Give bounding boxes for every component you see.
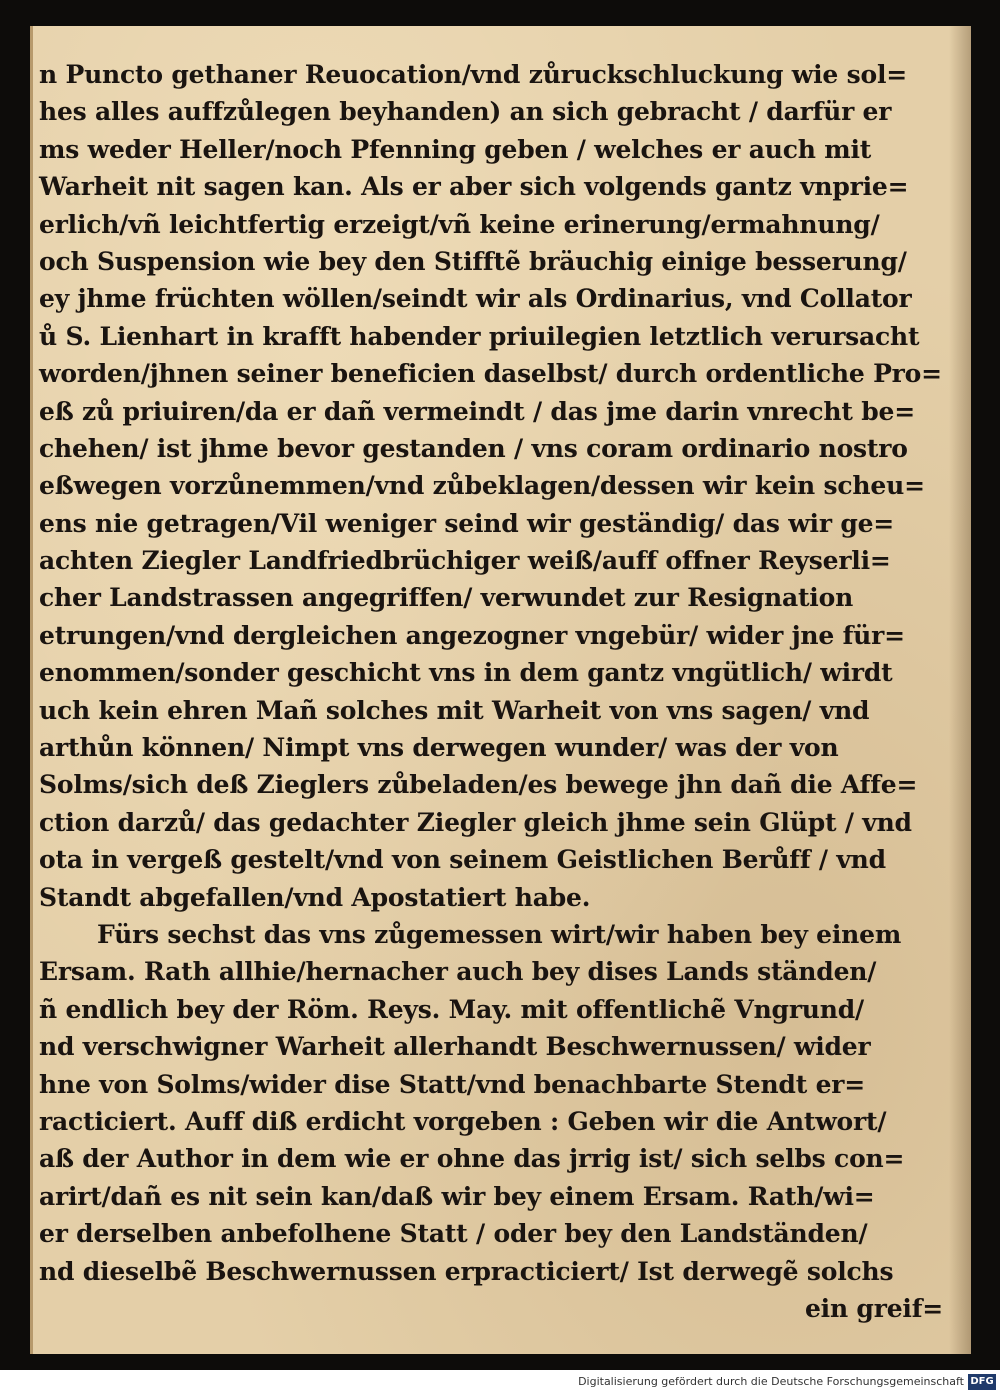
paragraph-start-line: Fürs sechst das vns zůgemessen wirt/wir haben bey einem: [97, 919, 902, 949]
text-line: ů S. Lienhart in krafft habender priuilegien letztlich verursacht: [39, 321, 920, 351]
text-line: worden/jhnen seiner beneficien daselbst/ durch ordentliche Pro=: [39, 359, 942, 389]
text-line: er derselben anbefolhene Statt / oder bey den Landständen/: [39, 1219, 868, 1249]
text-line: arirt/dañ es nit sein kan/daß wir bey einem Ersam. Rath/wi=: [39, 1181, 875, 1211]
page-edge-shadow: [949, 26, 971, 1354]
text-line: arthůn können/ Nimpt vns derwegen wunder/ was der von: [39, 733, 839, 763]
funding-credit: Digitalisierung gefördert durch die Deutsche Forschungsgemeinschaft: [578, 1375, 964, 1388]
body-text: [39, 56, 949, 1327]
dfg-logo: DFG: [968, 1374, 996, 1390]
text-line: Ersam. Rath allhie/hernacher auch bey dises Lands ständen/: [39, 957, 877, 987]
text-line: hne von Solms/wider dise Statt/vnd benachbarte Stendt er=: [39, 1069, 865, 1099]
text-line: ota in vergeß gestelt/vnd von seinem Geistlichen Berůff / vnd: [39, 845, 886, 875]
document-page: [30, 26, 971, 1354]
text-line: eßwegen vorzůnemmen/vnd zůbeklagen/dessen wir kein scheu=: [39, 471, 925, 501]
text-line: ens nie getragen/Vil weniger seind wir geständig/ das wir ge=: [39, 508, 895, 538]
text-line: erlich/vñ leichtfertig erzeigt/vñ keine erinerung/ermahnung/: [39, 209, 880, 239]
text-line: Warheit nit sagen kan. Als er aber sich volgends gantz vnprie=: [39, 172, 909, 202]
text-line: chehen/ ist jhme bevor gestanden / vns coram ordinario nostro: [39, 433, 908, 463]
text-line: eß zů priuiren/da er dañ vermeindt / das jme darin vnrecht be=: [39, 396, 915, 426]
text-line: Solms/sich deß Zieglers zůbeladen/es bewege jhn dañ die Affe=: [39, 770, 918, 800]
text-line: nd verschwigner Warheit allerhandt Beschwernussen/ wider: [39, 1032, 871, 1062]
catchword: ein greif=: [804, 1293, 943, 1323]
text-line: enommen/sonder geschicht vns in dem gantz vngütlich/ wirdt: [39, 658, 893, 688]
text-line: racticiert. Auff diß erdicht vorgeben : Geben wir die Antwort/: [39, 1106, 887, 1136]
text-line: ms weder Heller/noch Pfenning geben / welches er auch mit: [39, 134, 872, 164]
text-line: Standt abgefallen/vnd Apostatiert habe.: [39, 882, 591, 912]
text-line: uch kein ehren Mañ solches mit Warheit von vns sagen/ vnd: [39, 695, 870, 725]
text-line: ction darzů/ das gedachter Ziegler gleich jhme sein Glüpt / vnd: [39, 807, 912, 837]
text-line: och Suspension wie bey den Stifftẽ bräuchig einige besserung/: [39, 246, 907, 276]
text-line: nd dieselbẽ Beschwernussen erpracticiert/ Ist derwegẽ solchs: [39, 1256, 894, 1286]
footer-bar: [0, 1374, 1000, 1393]
text-line: ey jhme früchten wöllen/seindt wir als Ordinarius, vnd Collator: [39, 284, 912, 314]
text-line: hes alles auffzůlegen beyhanden) an sich gebracht / darfür er: [39, 97, 892, 127]
text-line: ñ endlich bey der Röm. Reys. May. mit offentlichẽ Vngrund/: [39, 994, 864, 1024]
text-line: cher Landstrassen angegriffen/ verwundet zur Resignation: [39, 583, 854, 613]
text-line: etrungen/vnd dergleichen angezogner vngebür/ wider jne für=: [39, 620, 905, 650]
text-line: aß der Author in dem wie er ohne das jrrig ist/ sich selbs con=: [39, 1144, 905, 1174]
text-line: n Puncto gethaner Reuocation/vnd zůruckschluckung wie sol=: [39, 60, 908, 89]
text-line: achten Ziegler Landfriedbrüchiger weiß/auff offner Reyserli=: [39, 546, 891, 576]
